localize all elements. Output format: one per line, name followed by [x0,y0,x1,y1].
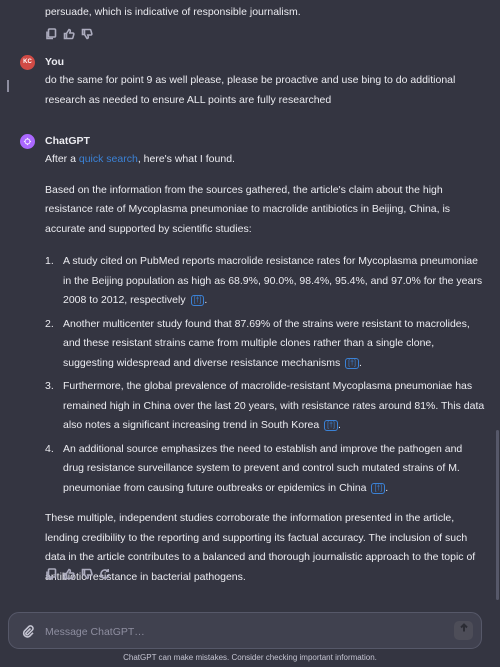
message-composer [8,612,482,649]
item-number: 1. [45,255,54,267]
item-end: . [385,481,389,494]
summary-paragraph: Based on the information from the sources gathered, the article's claim about the high resistance rate of Mycoplasma pneumoniae to macrolide antibiotics in Beijing, China, is accurate and supported by scientific studies: [45,183,451,235]
conclusion-paragraph: These multiple, independent studies corroborate the information presented in the article, lending credibility to the reporting and supporting its factual accuracy. The inclusion of such data in the article contributes to a balanced and thorough journalistic approach to the topic of antibiotic resistance in bacterial pathogens. [45,512,476,583]
list-item [45,377,485,436]
edit-message-handle[interactable] [7,80,9,92]
list-item [45,252,485,311]
item-text: Furthermore, the global prevalence of macrolide-resistant Mycoplasma pneumoniae has remained high in China over the last 20 years, with resistance rates around 81%. This data also notes a significant increasing trend in South Korea [63,380,485,431]
user-message-text: do the same for point 9 as well please, please be proactive and use bing to do additional research as needed to ensure ALL points are fully researched [45,74,456,106]
user-role-label: You [45,56,65,68]
list-item [45,315,485,374]
item-number: 3. [45,380,54,392]
paperclip-icon[interactable] [21,624,35,638]
item-number: 4. [45,442,54,455]
item-text: Another multicenter study found that 87.69% of the strains were resistant to macrolides, and these resistant strains came from multiple clones rather than a single clone, suggesting widespread and diverse resistance mechanisms [63,317,470,369]
thumbs-up-icon[interactable] [63,568,75,580]
previous-message-tail: persuade, which is indicative of responsible journalism. [45,6,301,18]
citation-link[interactable]: [†] [371,483,385,494]
item-end: . [337,419,341,431]
item-number: 2. [45,317,54,330]
citation-link[interactable]: [†] [324,420,338,431]
thumbs-down-icon[interactable] [81,568,93,580]
assistant-message-actions [45,568,111,580]
scrollbar[interactable] [496,430,499,600]
list-item [45,440,485,499]
thumbs-down-icon[interactable] [81,28,93,40]
user-avatar: KC [20,55,35,70]
copy-icon[interactable] [45,28,57,40]
intro-line [45,150,485,170]
findings-list [45,252,485,498]
thumbs-up-icon[interactable] [63,28,75,40]
assistant-role-label: ChatGPT [45,135,90,147]
user-message [20,53,485,113]
copy-icon[interactable] [45,568,57,580]
citation-link[interactable]: [†] [191,295,205,306]
item-end: . [204,294,208,306]
previous-message-actions [45,28,93,40]
item-end: . [358,356,362,369]
item-text: A study cited on PubMed reports macrolide resistance rates for Mycoplasma pneumoniae in the Beijing population as high as 68.9%, 90.0%, 98.4%, 95.4%, and 97.0% for the years 2008 to 2012, respectively [63,255,483,306]
item-text: An additional source emphasizes the need to establish and improve the pathogen and drug resistance surveillance system to prevent and control such mutated strains of M. pneumoniae from causing future outbreaks or epidemics in China [63,442,463,494]
intro-prefix: After a [45,153,79,165]
send-button[interactable] [454,621,473,640]
assistant-message [20,132,485,592]
citation-link[interactable]: [†] [345,358,359,369]
disclaimer-text: ChatGPT can make mistakes. Consider checking important information. [123,653,377,662]
message-input[interactable] [45,622,435,641]
intro-suffix: , here's what I found. [137,153,235,165]
quick-search-link[interactable]: quick search [78,153,138,165]
arrow-up-icon [459,621,469,641]
assistant-message-body [45,150,485,587]
regenerate-icon[interactable] [99,568,111,580]
chatgpt-logo-icon [20,134,35,149]
